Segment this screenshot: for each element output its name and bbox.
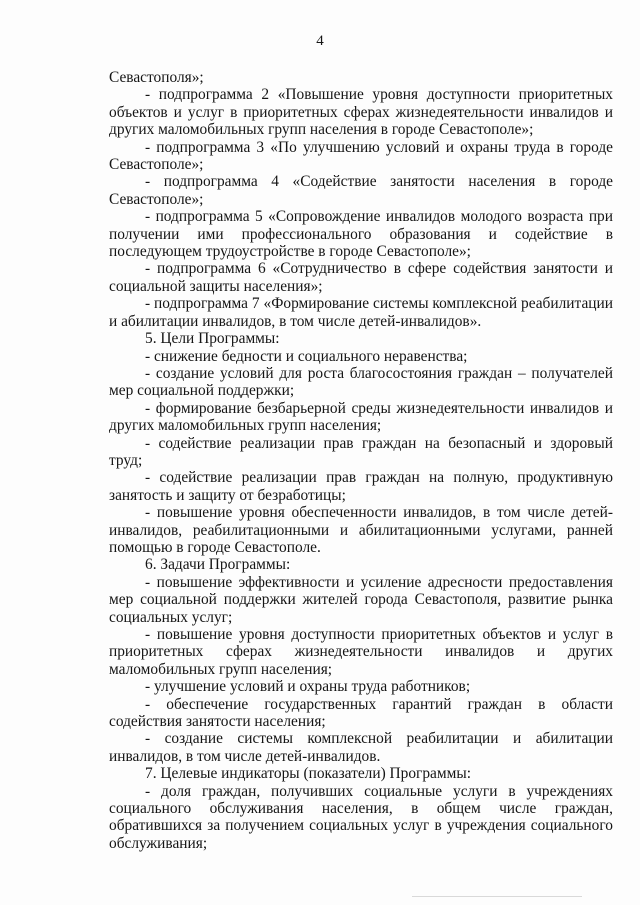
- list-item-subprogram-7: - подпрограмма 7 «Формирование системы комплексной реабилитации и абилитации инвалидов, в том числе детей-инвалидов».: [109, 295, 613, 330]
- list-item-subprogram-2: - подпрограмма 2 «Повышение уровня доступности приоритетных объектов и услуг в приоритетных сферах жизнедеятельности инвалидов и других маломобильных групп населения в городе Севастополе»;: [109, 86, 613, 139]
- list-item-goal: - содействие реализации прав граждан на полную, продуктивную занятость и защиту от безработицы;: [109, 469, 613, 504]
- list-item-subprogram-3: - подпрограмма 3 «По улучшению условий и охраны труда в городе Севастополе»;: [109, 138, 613, 174]
- paragraph-continuation: Севастополя»;: [109, 69, 204, 86]
- list-item-goal: - снижение бедности и социального неравенства;: [145, 347, 468, 365]
- section-heading-tasks: 6. Задачи Программы:: [145, 556, 291, 574]
- scan-artifact-line: [412, 896, 582, 897]
- list-item-subprogram-4: - подпрограмма 4 «Содействие занятости населения в городе Севастополе»;: [109, 173, 613, 208]
- list-item-goal: - содействие реализации прав граждан на безопасный и здоровый труд;: [109, 434, 613, 469]
- section-heading-goals: 5. Цели Программы:: [145, 330, 280, 348]
- list-item-task: - обеспечение государственных гарантий граждан в области содействия занятости населения;: [109, 695, 613, 731]
- list-item-task: - создание системы комплексной реабилитации и абилитации инвалидов, в том числе детей-инвалидов.: [109, 730, 613, 765]
- section-heading-indicators: 7. Целевые индикаторы (показатели) Программы:: [145, 765, 471, 783]
- list-item-subprogram-6: - подпрограмма 6 «Сотрудничество в сфере содействия занятости и социальной защиты населения»;: [109, 260, 613, 295]
- list-item-task: - повышение уровня доступности приоритетных объектов и услуг в приоритетных сферах жизнедеятельности инвалидов и других маломобильных групп населения;: [109, 626, 613, 678]
- list-item-task: - повышение эффективности и усиление адресности предоставления мер социальной поддержки жителей города Севастополя, развитие рынка социальных услуг;: [109, 573, 613, 626]
- list-item-task: - улучшение условий и охраны труда работников;: [145, 678, 471, 696]
- list-item-goal: - формирование безбарьерной среды жизнедеятельности инвалидов и других маломобильных групп населения;: [109, 399, 613, 435]
- list-item-goal: - создание условий для роста благосостояния граждан – получателей мер социальной поддержки;: [109, 364, 613, 400]
- list-item-indicator: - доля граждан, получивших социальные услуги в учреждениях социального обслуживания населения, в общем числе граждан, обратившихся за получением социальных услуг в учреждения социального обслуживания;: [109, 782, 613, 852]
- list-item-goal: - повышение уровня обеспеченности инвалидов, в том числе детей-инвалидов, реабилитационными и абилитационными услугами, ранней помощью в городе Севастополе.: [109, 504, 613, 556]
- page-number: 4: [316, 33, 324, 49]
- document-body: [109, 69, 613, 852]
- list-item-subprogram-5: - подпрограмма 5 «Сопровождение инвалидов молодого возраста при получении ими профессионального образования и содействие в последующем трудоустройстве в городе Севастополе»;: [109, 208, 613, 261]
